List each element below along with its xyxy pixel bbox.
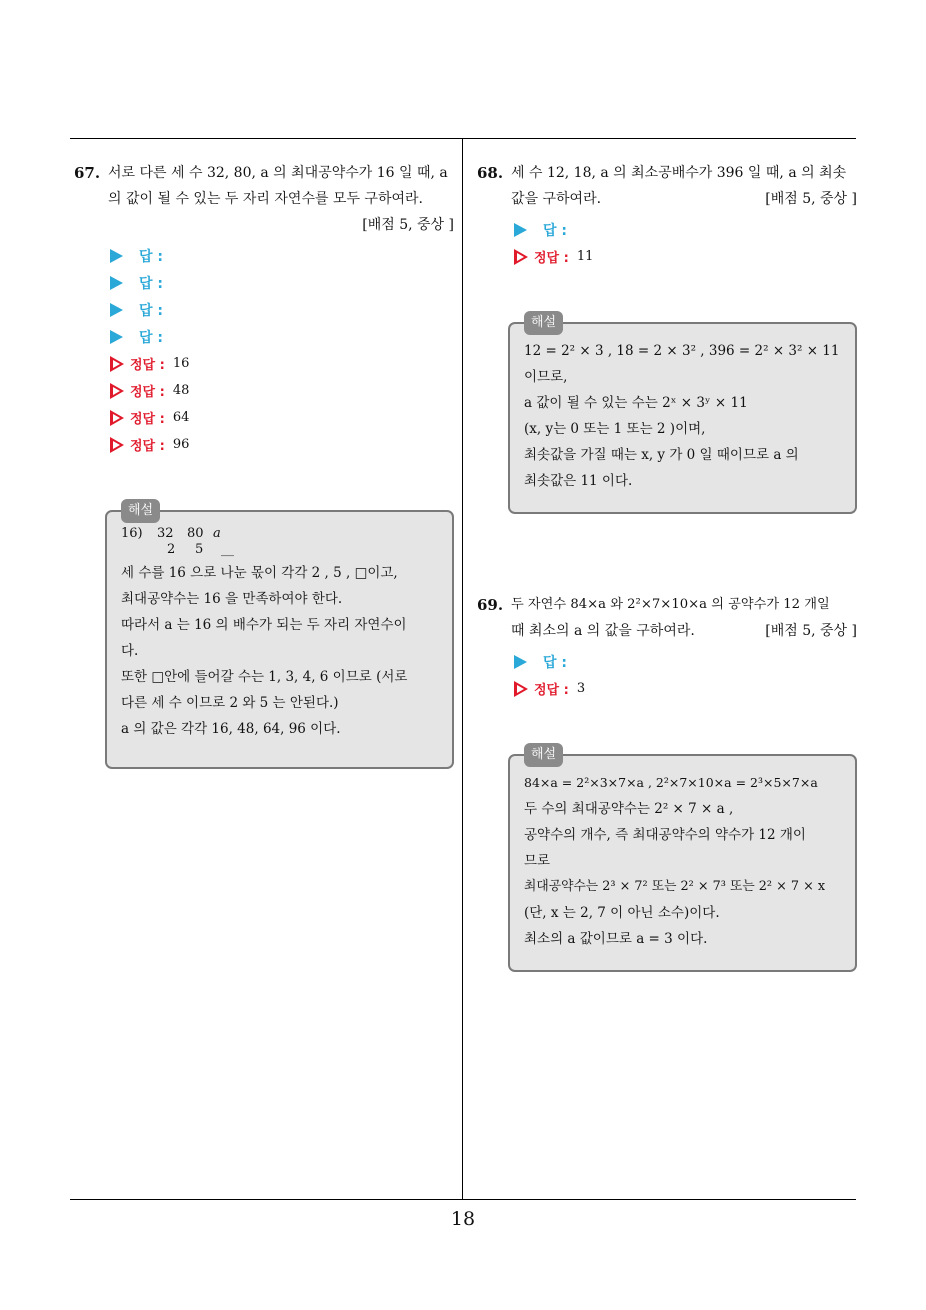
key-label: 정답 : [130, 385, 165, 400]
score-label: [배점 5, 중상 ] [765, 191, 857, 207]
outline-arrow-icon [110, 410, 124, 426]
outline-arrow-icon [514, 681, 528, 697]
problem-68 [477, 160, 857, 212]
column-divider [462, 138, 463, 1200]
score-label: [배점 5, 중상 ] [765, 623, 857, 639]
solution-line: 또한 □안에 들어갈 수는 1, 3, 4, 6 이므로 (서로 [121, 669, 408, 685]
division-quotient: 5 [195, 542, 204, 557]
solution-line: (x, y는 0 또는 1 또는 2 )이며, [524, 421, 706, 437]
score-label: [배점 5, 중상 ] [362, 217, 454, 233]
key-value: 48 [172, 383, 190, 398]
division-quotient: __ [221, 542, 234, 557]
answer-block-69 [514, 648, 585, 702]
solution-line: a 값이 될 수 있는 수는 2ˣ × 3ʸ × 11 [524, 395, 748, 411]
play-arrow-icon [514, 223, 527, 237]
key-row [110, 404, 189, 431]
play-arrow-icon [110, 330, 123, 344]
problem-67 [74, 160, 454, 238]
solution-line: (단, x 는 2, 7 이 아닌 소수)이다. [524, 905, 720, 921]
key-label: 정답 : [534, 251, 569, 266]
play-arrow-icon [514, 655, 527, 669]
division-quotient: 2 [167, 542, 176, 557]
solution-box-69 [508, 747, 857, 972]
answer-label: 답 : [543, 222, 567, 239]
outline-arrow-icon [514, 249, 528, 265]
key-value: 3 [576, 681, 586, 696]
solution-line: 이므로, [524, 369, 568, 385]
problem-number: 68. [477, 164, 504, 182]
question-line-2: 의 값이 될 수 있는 두 자리 자연수를 모두 구하여라. [108, 191, 423, 207]
question-line-1: 서로 다른 세 수 32, 80, a 의 최대공약수가 16 일 때, a [108, 165, 448, 181]
key-row [110, 431, 189, 458]
outline-arrow-icon [110, 356, 124, 372]
division-layout [121, 526, 442, 558]
key-label: 정답 : [130, 358, 165, 373]
solution-tag: 해설 [524, 743, 563, 767]
answer-row[interactable] [110, 323, 189, 350]
key-row [110, 377, 189, 404]
solution-tag: 해설 [121, 499, 160, 523]
solution-line: 최대공약수는 2³ × 7² 또는 2² × 7³ 또는 2² × 7 × x [524, 879, 826, 894]
solution-box-68 [508, 315, 857, 514]
solution-box-67 [105, 503, 454, 769]
key-value: 64 [172, 410, 190, 425]
key-value: 96 [172, 437, 190, 452]
question-line-1: 두 자연수 84×a 와 2²×7×10×a 의 공약수가 12 개일 [511, 597, 830, 612]
solution-tag: 해설 [524, 311, 563, 335]
problem-number: 69. [477, 596, 504, 614]
solution-line: 최대공약수는 16 을 만족하여야 한다. [121, 591, 343, 607]
key-row [514, 243, 593, 270]
outline-arrow-icon [110, 383, 124, 399]
play-arrow-icon [110, 276, 123, 290]
answer-row[interactable] [110, 242, 189, 269]
solution-line: 따라서 a 는 16 의 배수가 되는 두 자리 자연수이 [121, 617, 407, 633]
outline-arrow-icon [110, 437, 124, 453]
answer-label: 답 : [139, 329, 163, 346]
key-label: 정답 : [130, 439, 165, 454]
division-num: 80 [187, 526, 204, 541]
answer-row[interactable] [110, 269, 189, 296]
solution-line: 공약수의 개수, 즉 최대공약수의 약수가 12 개이 [524, 827, 806, 843]
play-arrow-icon [110, 249, 123, 263]
key-row [110, 350, 189, 377]
solution-line: 두 수의 최대공약수는 2² × 7 × a , [524, 801, 734, 817]
solution-line: 최솟값을 가질 때는 x, y 가 0 일 때이므로 a 의 [524, 447, 799, 463]
key-value: 11 [576, 249, 594, 264]
problem-69 [477, 592, 857, 644]
play-arrow-icon [110, 303, 123, 317]
answer-block-67 [110, 242, 189, 458]
solution-line: 12 = 2² × 3 , 18 = 2 × 3² , 396 = 2² × 3² × 11 [524, 343, 840, 359]
solution-line: 므로 [524, 853, 551, 869]
page-number: 18 [450, 1208, 476, 1230]
question-line-1: 세 수 12, 18, a 의 최소공배수가 396 일 때, a 의 최솟 [511, 165, 847, 181]
answer-label: 답 : [139, 248, 163, 265]
key-value: 16 [172, 356, 190, 371]
key-label: 정답 : [534, 683, 569, 698]
solution-line: 다른 세 수 이므로 2 와 5 는 안된다.) [121, 695, 339, 711]
answer-row[interactable] [110, 296, 189, 323]
answer-row[interactable] [514, 216, 593, 243]
answer-label: 답 : [139, 302, 163, 319]
division-num: a [213, 526, 221, 541]
key-label: 정답 : [130, 412, 165, 427]
question-line-2: 값을 구하여라. [511, 191, 602, 207]
solution-line: 최소의 a 값이므로 a = 3 이다. [524, 931, 708, 947]
solution-line: 84×a = 2²×3×7×a , 2²×7×10×a = 2³×5×7×a [524, 775, 818, 790]
division-num: 32 [157, 526, 174, 541]
division-prefix: 16) [121, 526, 143, 541]
problem-number: 67. [74, 164, 101, 182]
answer-label: 답 : [139, 275, 163, 292]
solution-line: a 의 값은 각각 16, 48, 64, 96 이다. [121, 721, 341, 737]
bottom-rule [70, 1199, 856, 1200]
answer-row[interactable] [514, 648, 585, 675]
answer-label: 답 : [543, 654, 567, 671]
answer-block-68 [514, 216, 593, 270]
solution-line: 세 수를 16 으로 나눈 몫이 각각 2 , 5 , □이고, [121, 565, 398, 581]
solution-line: 최솟값은 11 이다. [524, 473, 633, 489]
solution-line: 다. [121, 643, 139, 659]
question-line-2: 때 최소의 a 의 값을 구하여라. [511, 623, 695, 639]
key-row [514, 675, 585, 702]
top-rule [70, 138, 856, 139]
